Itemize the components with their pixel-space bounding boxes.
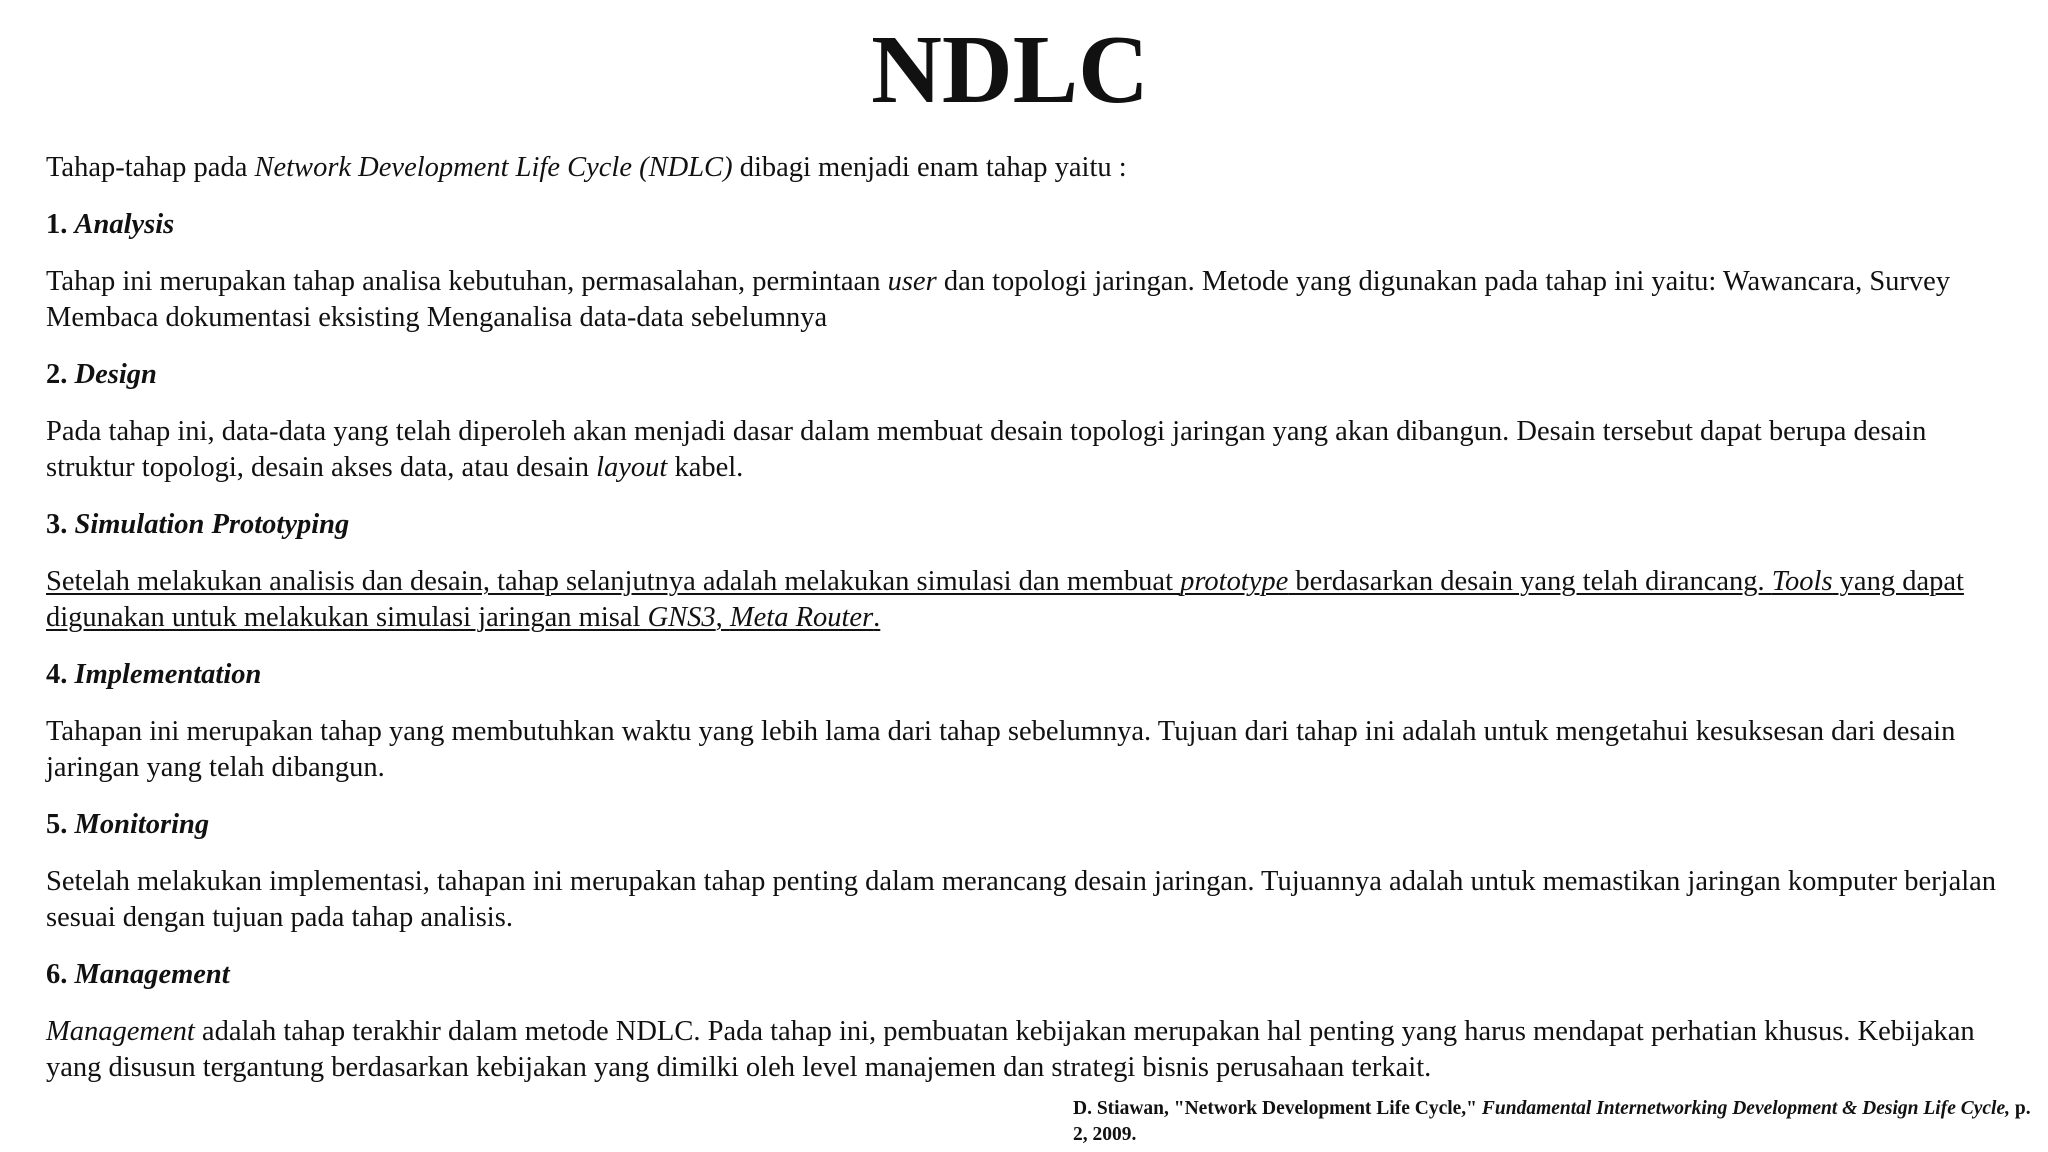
- body-text: adalah tahap terakhir dalam metode NDLC. Pada tahap ini, pembuatan kebijakan merupakan hal penting yang harus mendapat perhatian khusus. Kebijakan yang disusun tergantung berdasarkan kebijakan yang dimilki oleh level manajemen dan strategi bisnis perusahaan terkait.: [46, 1016, 1975, 1083]
- body-text: Setelah melakukan analisis dan desain, tahap selanjutnya adalah melakukan simulasi dan membuat: [46, 566, 1181, 597]
- citation: [1073, 1096, 2048, 1148]
- section-name: Management: [74, 959, 230, 990]
- body-text: yang dapat digunakan untuk melakukan simulasi jaringan misal: [46, 566, 1964, 633]
- body-term: Management: [46, 1016, 195, 1047]
- citation-author: D. Stiawan, "Network Development Life Cycle,": [1073, 1098, 1482, 1119]
- body-text: Pada tahap ini, data-data yang telah diperoleh akan menjadi dasar dalam membuat desain topologi jaringan yang akan dibangun. Desain tersebut dapat berupa desain struktur topologi, desain akses data, atau desain: [46, 416, 1927, 483]
- section-body-simulation-prototyping: [46, 564, 2006, 636]
- section-heading-design: [46, 357, 2006, 393]
- section-name: Implementation: [74, 659, 262, 690]
- section-name: Simulation Prototyping: [74, 509, 350, 540]
- body-text: kabel.: [667, 452, 744, 483]
- citation-details: p. 2, 2009.: [1073, 1098, 2031, 1145]
- body-text: dan topologi jaringan. Metode yang digunakan pada tahap ini yaitu: Wawancara, Survey Membaca dokumentasi eksisting Menganalisa data-data sebelumnya: [46, 266, 1951, 333]
- section-heading-monitoring: [46, 807, 2006, 843]
- section-heading-management: [46, 957, 2006, 993]
- section-body-management: [46, 1014, 2006, 1086]
- section-heading-analysis: [46, 207, 2006, 243]
- body-term: Meta Router: [729, 602, 874, 633]
- section-number: 1.: [46, 209, 68, 240]
- section-heading-implementation: [46, 657, 2006, 693]
- intro-paragraph: [46, 150, 2006, 186]
- page-title: NDLC: [871, 16, 1149, 124]
- section-name: Monitoring: [74, 809, 210, 840]
- body-text: Tahapan ini merupakan tahap yang membutuhkan waktu yang lebih lama dari tahap sebelumnya. Tujuan dari tahap ini adalah untuk mengetahui kesuksesan dari desain jaringan yang telah dibangun.: [46, 716, 1956, 783]
- body-text: Tahap ini merupakan tahap analisa kebutuhan, permasalahan, permintaan: [46, 266, 888, 297]
- section-name: Analysis: [74, 209, 175, 240]
- section-body-monitoring: [46, 864, 2006, 936]
- intro-text: Tahap-tahap pada: [46, 152, 255, 183]
- intro-text-end: dibagi menjadi enam tahap yaitu :: [732, 152, 1127, 183]
- section-body-design: [46, 414, 2006, 486]
- body-term: layout: [596, 452, 668, 483]
- section-name: Design: [74, 359, 157, 390]
- intro-term: Network Development Life Cycle (NDLC): [254, 152, 733, 183]
- section-number: 5.: [46, 809, 68, 840]
- citation-source: Fundamental Internetworking Development & Design Life Cycle,: [1481, 1098, 2011, 1119]
- body-text: berdasarkan desain yang telah dirancang.: [1288, 566, 1772, 597]
- document-body: [46, 150, 2006, 1107]
- section-heading-simulation-prototyping: [46, 507, 2006, 543]
- body-text: Setelah melakukan implementasi, tahapan ini merupakan tahap penting dalam merancang desain jaringan. Tujuannya adalah untuk memastikan jaringan komputer berjalan sesuai dengan tujuan pada tahap analisis.: [46, 866, 1997, 933]
- body-text: ,: [715, 602, 730, 633]
- section-number: 3.: [46, 509, 68, 540]
- section-number: 6.: [46, 959, 68, 990]
- body-term: prototype: [1180, 566, 1289, 597]
- body-term: user: [887, 266, 937, 297]
- body-text: .: [873, 602, 881, 633]
- section-body-implementation: [46, 714, 2006, 786]
- section-number: 2.: [46, 359, 68, 390]
- section-number: 4.: [46, 659, 68, 690]
- body-term: Tools: [1771, 566, 1833, 597]
- body-term: GNS3: [647, 602, 716, 633]
- section-body-analysis: [46, 264, 2006, 336]
